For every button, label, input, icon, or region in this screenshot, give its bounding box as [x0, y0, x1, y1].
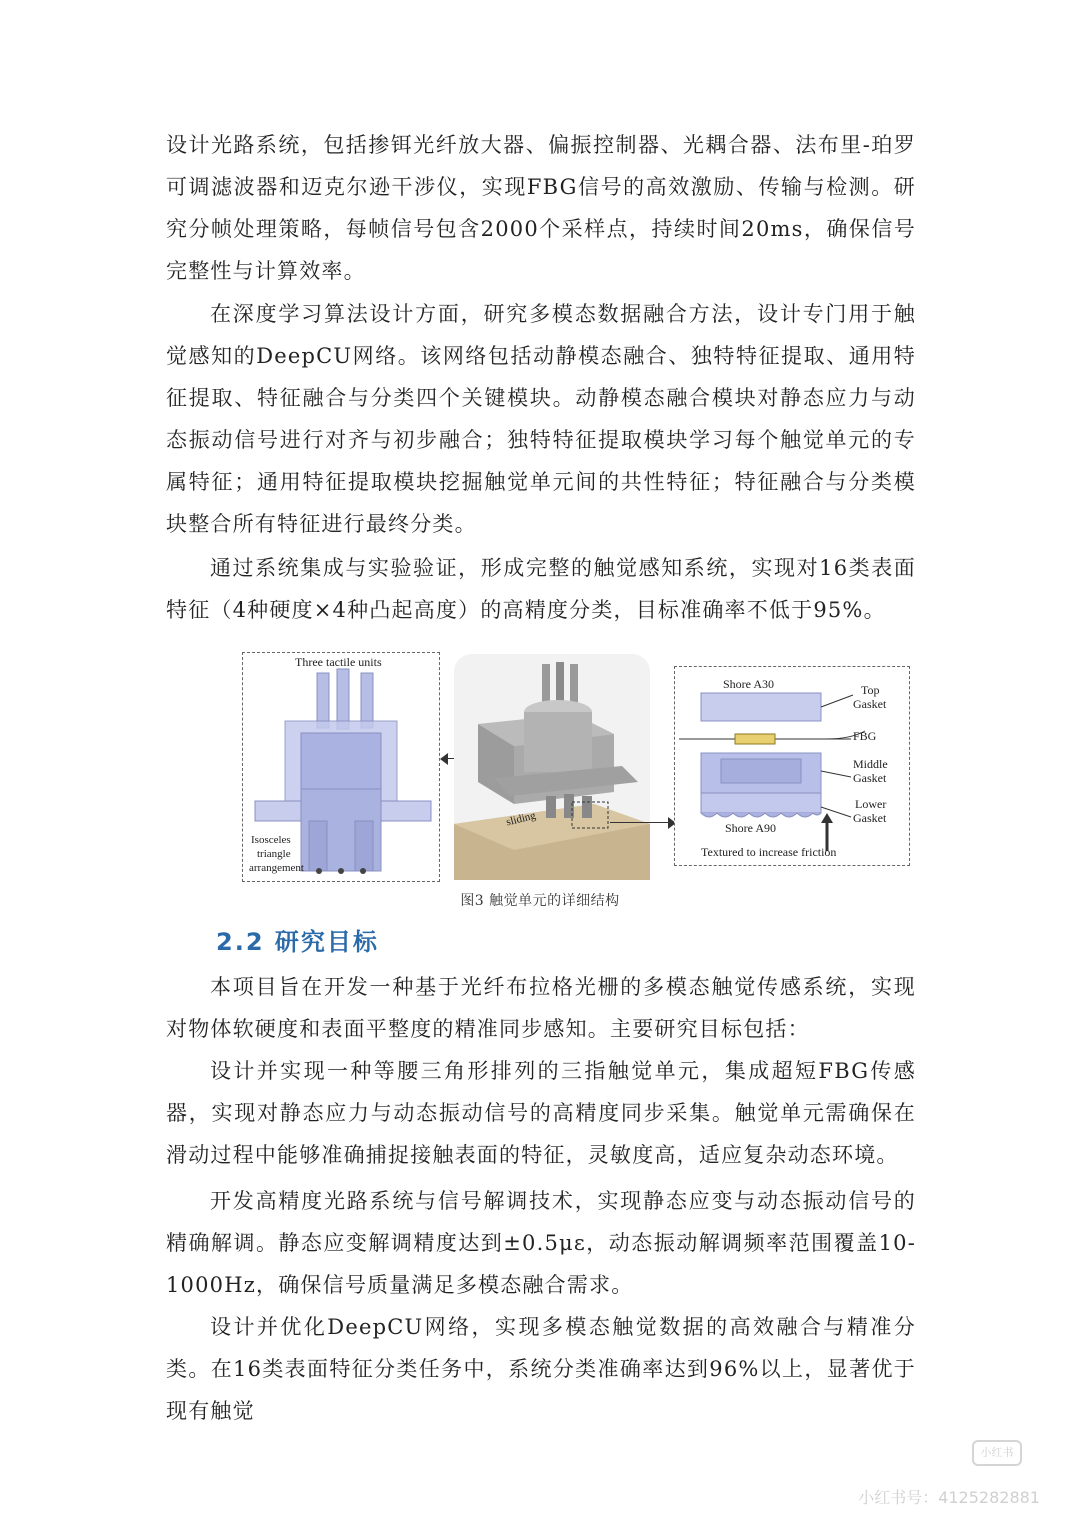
label-textured-friction: Textured to increase friction: [701, 845, 837, 859]
arrow-mid-to-right: [610, 822, 668, 823]
figure-tactile-unit: [242, 648, 912, 888]
paragraph-deep-learning: 在深度学习算法设计方面，研究多模态数据融合方法，设计专门用于触觉感知的DeepCU网络。该网络包括动静模态融合、独特特征提取、通用特征提取、特征融合与分类四个关键模块。动静模态融合模块对静态应力与动态振动信号进行对齐与初步融合；独特特征提取模块学习每个触觉单元的专属特征；通用特征提取模块挖掘触觉单元间的共性特征；特征融合与分类模块整合所有特征进行最终分类。: [166, 302, 916, 536]
figure-caption: 图3 触觉单元的详细结构: [460, 893, 620, 909]
watermark-text: 小红书号：4125282881: [858, 1488, 1040, 1507]
paragraph-goal-tactile-unit: 设计并实现一种等腰三角形排列的三指触觉单元，集成超短FBG传感器，实现对静态应力与动态振动信号的高精度同步采集。触觉单元需确保在滑动过程中能够准确捕捉接触表面的特征，灵敏度高，适应复杂动态环境。: [166, 1059, 916, 1167]
label-lower-gasket-1: Lower: [855, 797, 887, 811]
figure-panel-right: [674, 666, 910, 866]
paragraph-system-integration: 通过系统集成与实验验证，形成完整的触觉感知系统，实现对16类表面特征（4种硬度×4种凸起高度）的高精度分类，目标准确率不低于95%。: [166, 556, 916, 622]
sliding-unit-render: [454, 654, 650, 880]
arrowhead-left: [440, 753, 448, 765]
label-lower-gasket-2: Gasket: [853, 811, 887, 825]
watermark-logo: 小红书: [972, 1440, 1022, 1466]
label-middle-gasket-2: Gasket: [853, 771, 887, 785]
label-triangle: triangle: [257, 848, 291, 860]
figure-panel-left: [242, 652, 440, 882]
label-shore-a30: Shore A30: [723, 677, 774, 691]
label-shore-a90: Shore A90: [725, 821, 776, 835]
label-top-gasket-2: Gasket: [853, 697, 887, 711]
figure-panel-middle: [454, 654, 650, 880]
paragraph-goal-demodulation: 开发高精度光路系统与信号解调技术，实现静态应变与动态振动信号的精确解调。静态应变解调精度达到±0.5με，动态振动解调频率范围覆盖10-1000Hz，确保信号质量满足多模态融合需求。: [166, 1189, 916, 1297]
paragraph-project-aim: 本项目旨在开发一种基于光纤布拉格光栅的多模态触觉传感系统，实现对物体软硬度和表面平整度的精准同步感知。主要研究目标包括：: [166, 975, 916, 1041]
section-heading-research-goals: 2.2 研究目标: [216, 928, 379, 956]
label-top-gasket-1: Top: [861, 683, 880, 697]
label-fbg: FBG: [853, 729, 877, 743]
label-middle-gasket-1: Middle: [853, 757, 888, 771]
label-sliding: sliding: [504, 809, 537, 829]
paragraph-optical-path: 设计光路系统，包括掺铒光纤放大器、偏振控制器、光耦合器、法布里-珀罗可调滤波器和迈克尔逊干涉仪，实现FBG信号的高效激励、传输与检测。研究分帧处理策略，每帧信号包含2000个采样点，持续时间20ms，确保信号完整性与计算效率。: [166, 133, 916, 283]
label-three-tactile-units: Three tactile units: [295, 655, 382, 669]
label-arrangement: arrangement: [249, 862, 304, 874]
label-isosceles: Isosceles: [251, 834, 291, 846]
paragraph-goal-deepcu: 设计并优化DeepCU网络，实现多模态触觉数据的高效融合与精准分类。在16类表面特征分类任务中，系统分类准确率达到96%以上，显著优于现有触觉: [166, 1315, 916, 1423]
